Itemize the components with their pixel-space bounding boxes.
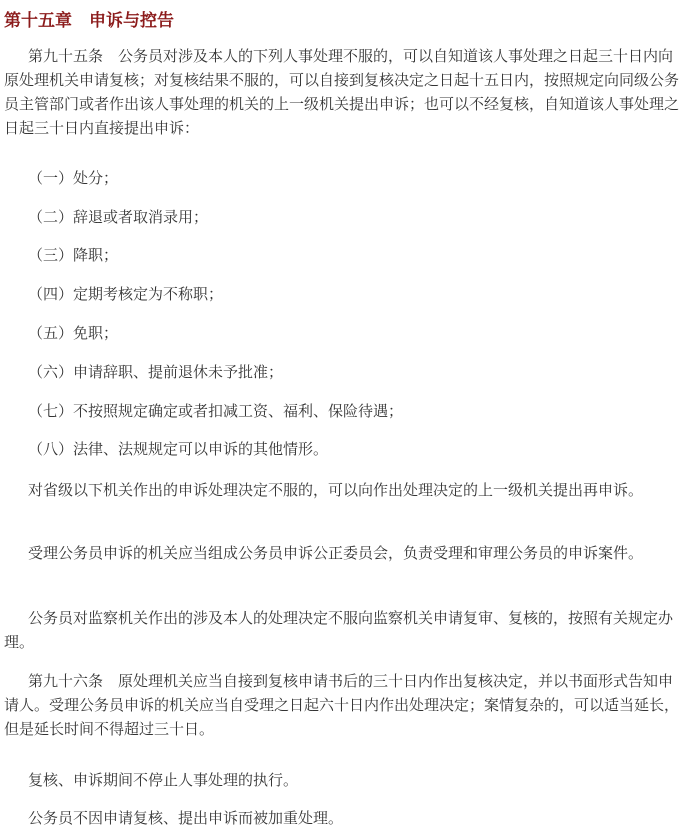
supervision-paragraph: 公务员对监察机关作出的涉及本人的处理决定不服向监察机关申请复审、复核的，按照有关规定办理。 — [4, 609, 674, 651]
reappeal-paragraph: 对省级以下机关作出的申诉处理决定不服的，可以向作出处理决定的上一级机关提出再申诉。 — [28, 481, 644, 499]
article-95-item-6: （六）申请辞职、提前退休未予批准； — [28, 363, 284, 381]
article-95-item-2: （二）辞退或者取消录用； — [28, 208, 209, 226]
article-95-item-7: （七）不按照规定确定或者扣减工资、福利、保险待遇； — [28, 402, 404, 420]
chapter-title: 第十五章 申诉与控告 — [4, 11, 174, 31]
execution-paragraph: 复核、申诉期间不停止人事处理的执行。 — [28, 771, 299, 789]
article-95-item-8: （八）法律、法规规定可以申诉的其他情形。 — [28, 440, 329, 458]
no-aggravation-paragraph: 公务员不因申请复核、提出申诉而被加重处理。 — [28, 809, 344, 827]
article-95-item-4: （四）定期考核定为不称职； — [28, 285, 224, 303]
article-95-item-3: （三）降职； — [28, 246, 119, 264]
article-95-paragraph: 第九十五条 公务员对涉及本人的下列人事处理不服的，可以自知道该人事处理之日起三十日内向原处理机关申请复核；对复核结果不服的，可以自接到复核决定之日起十五日内，按照规定向同级公务员主管部门或者作出该人事处理的机关的上一级机关提出申诉；也可以不经复核，自知道该人事处理之日起三十日内直接提出申诉： — [4, 47, 680, 137]
article-95-item-1: （一）处分； — [28, 169, 119, 187]
article-95-item-5: （五）免职； — [28, 324, 119, 342]
article-96-paragraph: 第九十六条 原处理机关应当自接到复核申请书后的三十日内作出复核决定，并以书面形式告知申请人。受理公务员申诉的机关应当自受理之日起六十日内作出处理决定；案情复杂的，可以适当延长，但是延长时间不得超过三十日。 — [4, 672, 680, 738]
committee-paragraph: 受理公务员申诉的机关应当组成公务员申诉公正委员会，负责受理和审理公务员的申诉案件。 — [28, 544, 644, 562]
